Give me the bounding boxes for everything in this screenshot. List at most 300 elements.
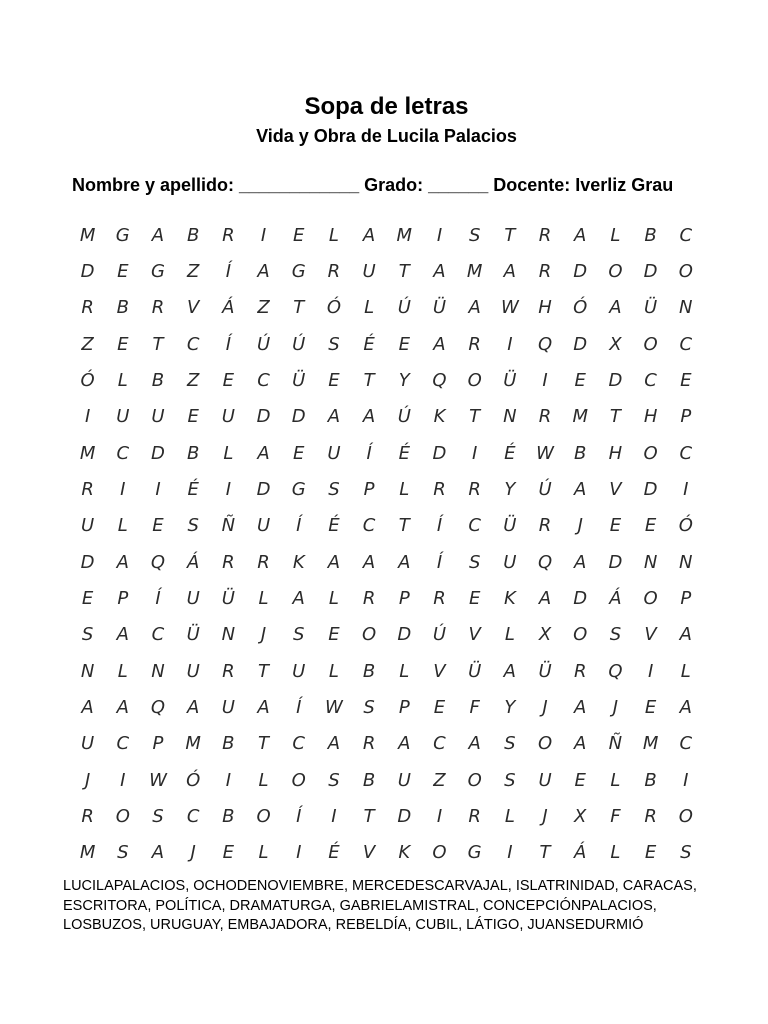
grid-letter: U — [116, 406, 130, 428]
grid-letter: S — [468, 224, 481, 246]
grid-letter: R — [468, 333, 481, 355]
grid-letter: S — [293, 624, 305, 646]
grid-letter: B — [186, 442, 200, 464]
grid-letter: A — [398, 551, 411, 573]
grid-letter: P — [152, 733, 164, 755]
grid-letter: D — [80, 551, 95, 573]
grid-letter: G — [291, 478, 306, 500]
grid-letter: O — [467, 369, 482, 391]
grid-letter: D — [432, 442, 447, 464]
grid-letter: K — [503, 587, 516, 609]
grid-letter: V — [186, 297, 200, 319]
grid-letter: W — [325, 696, 343, 718]
grid-letter: Ü — [221, 587, 235, 609]
grid-letter: D — [573, 587, 588, 609]
grid-letter: B — [186, 224, 200, 246]
grid-letter: M — [466, 260, 483, 282]
grid-letter: Ú — [256, 333, 271, 355]
grid-letter: E — [468, 587, 481, 609]
grid-letter: L — [117, 515, 128, 537]
grid-letter: Í — [436, 515, 443, 537]
grid-letter: T — [258, 733, 270, 755]
grid-letter: S — [328, 478, 340, 500]
grid-letter: V — [609, 478, 622, 500]
grid-letter: Q — [537, 333, 553, 355]
grid-letter: É — [398, 442, 410, 464]
grid-letter: O — [291, 769, 306, 791]
grid-letter: S — [680, 842, 692, 864]
grid-letter: L — [610, 769, 621, 791]
grid-letter: Q — [608, 660, 623, 682]
grid-letter: Á — [186, 551, 200, 573]
grid-letter: E — [328, 369, 340, 391]
grid-letter: L — [258, 842, 269, 864]
grid-letter: A — [574, 478, 587, 500]
grid-letter: T — [152, 333, 164, 355]
grid-letter: N — [503, 406, 517, 428]
grid-letter: I — [507, 333, 513, 355]
grid-letter: Á — [574, 842, 587, 864]
grid-letter: Ü — [503, 369, 517, 391]
grid-letter: Ü — [503, 515, 517, 537]
grid-letter: R — [468, 805, 481, 827]
grid-letter: E — [644, 515, 657, 537]
grid-letter: I — [225, 769, 231, 791]
grid-letter: L — [610, 224, 621, 246]
grid-letter: C — [257, 369, 270, 391]
grid-letter: O — [362, 624, 377, 646]
grid-letter: P — [363, 478, 375, 500]
grid-letter: A — [116, 624, 129, 646]
grid-letter: U — [151, 406, 165, 428]
grid-letter: C — [151, 624, 165, 646]
grid-letter: U — [292, 660, 306, 682]
grid-letter: B — [362, 769, 376, 791]
grid-letter: D — [643, 260, 658, 282]
grid-letter: O — [256, 805, 271, 827]
grid-letter: Z — [186, 369, 200, 391]
grid-letter: U — [397, 769, 411, 791]
grid-letter: E — [81, 587, 94, 609]
grid-letter: U — [538, 769, 552, 791]
grid-letter: G — [150, 260, 165, 282]
grid-letter: K — [292, 551, 305, 573]
grid-letter: H — [538, 297, 552, 319]
grid-letter: R — [81, 297, 94, 319]
grid-letter: A — [186, 696, 200, 718]
grid-letter: A — [574, 551, 587, 573]
grid-letter: N — [679, 297, 693, 319]
grid-letter: W — [536, 442, 554, 464]
grid-letter: A — [257, 696, 270, 718]
grid-letter: O — [678, 805, 693, 827]
grid-letter: W — [149, 769, 167, 791]
grid-letter: O — [643, 442, 658, 464]
grid-letter: D — [256, 478, 271, 500]
grid-letter: S — [609, 624, 622, 646]
grid-letter: I — [296, 842, 302, 864]
grid-letter: D — [643, 478, 658, 500]
grid-letter: A — [362, 406, 376, 428]
grid-letter: É — [328, 515, 340, 537]
grid-letter: M — [185, 733, 201, 755]
grid-letter: S — [468, 551, 481, 573]
grid-letter: O — [537, 733, 553, 755]
grid-letter: A — [574, 733, 587, 755]
grid-letter: S — [328, 333, 340, 355]
grid-letter: O — [643, 333, 658, 355]
grid-letter: L — [680, 660, 691, 682]
grid-letter: Í — [366, 442, 372, 464]
grid-letter: R — [222, 224, 235, 246]
grid-letter: Ó — [80, 369, 95, 391]
grid-letter: C — [186, 333, 200, 355]
grid-letter: B — [151, 369, 165, 391]
grid-letter: I — [683, 769, 689, 791]
grid-letter: R — [644, 805, 657, 827]
grid-letter: J — [577, 515, 583, 537]
grid-letter: I — [647, 660, 654, 682]
grid-letter: J — [260, 624, 267, 646]
grid-letter: T — [504, 224, 516, 246]
grid-letter: A — [574, 696, 587, 718]
grid-letter: E — [433, 696, 446, 718]
grid-letter: S — [328, 769, 340, 791]
grid-letter: M — [572, 406, 588, 428]
grid-letter: D — [608, 369, 623, 391]
grid-letter: Z — [186, 260, 200, 282]
grid-letter: Ü — [538, 660, 552, 682]
grid-letter: U — [186, 660, 200, 682]
grid-letter: É — [363, 333, 375, 355]
grid-letter: A — [292, 587, 305, 609]
grid-letter: A — [151, 224, 165, 246]
grid-letter: H — [643, 406, 658, 428]
word-list: LUCILAPALACIOS, OCHODENOVIEMBRE, MERCEDESCARVAJAL, ISLATRINIDAD, CARACAS, ESCRITORA, POLÍTICA, DRAMATURGA, GABRIELAMISTRAL, CONCEPCIÓNPALACIOS, LOSBUZOS, URUGUAY, EMBAJADORA, REBELDÍA, CUBIL, LÁTIGO, JUANSEDURMIÓ — [63, 878, 697, 933]
grid-letter: N — [221, 624, 236, 646]
grid-letter: A — [679, 624, 692, 646]
grid-letter: P — [398, 587, 410, 609]
grid-letter: O — [115, 805, 130, 827]
grid-letter: L — [504, 805, 515, 827]
grid-letter: L — [258, 769, 269, 791]
grid-letter: O — [678, 260, 693, 282]
grid-letter: Ú — [432, 624, 447, 646]
grid-letter: V — [433, 660, 446, 682]
grid-letter: F — [610, 805, 621, 827]
grid-letter: A — [327, 733, 341, 755]
grid-letter: B — [222, 805, 235, 827]
grid-letter: T — [398, 515, 410, 537]
grid-letter: E — [574, 369, 586, 391]
grid-letter: G — [467, 842, 482, 864]
grid-letter: Ó — [186, 769, 201, 791]
grid-letter: D — [397, 624, 412, 646]
grid-letter: A — [433, 260, 446, 282]
grid-letter: C — [644, 369, 657, 391]
grid-letter: M — [79, 442, 96, 464]
grid-letter: A — [257, 442, 270, 464]
grid-letter: T — [609, 406, 621, 428]
grid-letter: E — [117, 260, 129, 282]
grid-letter: A — [574, 224, 587, 246]
grid-letter: A — [362, 551, 376, 573]
grid-letter: A — [81, 696, 94, 718]
grid-letter: I — [155, 478, 161, 500]
grid-letter: K — [433, 406, 446, 428]
grid-letter: P — [117, 587, 129, 609]
grid-letter: Q — [150, 696, 166, 718]
grid-letter: B — [574, 442, 587, 464]
grid-letter: U — [362, 260, 376, 282]
grid-letter: T — [258, 660, 270, 682]
grid-letter: A — [503, 660, 516, 682]
grid-letter: U — [81, 733, 95, 755]
grid-letter: R — [151, 297, 165, 319]
grid-letter: U — [81, 515, 95, 537]
grid-letter: Ü — [468, 660, 482, 682]
grid-letter: T — [363, 369, 375, 391]
grid-letter: D — [573, 333, 588, 355]
grid-letter: D — [608, 551, 623, 573]
grid-letter: U — [221, 696, 235, 718]
grid-letter: S — [504, 769, 516, 791]
grid-letter: T — [469, 406, 481, 428]
grid-letter: O — [643, 587, 658, 609]
grid-letter: C — [468, 515, 481, 537]
grid-letter: B — [222, 733, 235, 755]
grid-letter: L — [258, 587, 269, 609]
grid-letter: A — [538, 587, 552, 609]
grid-letter: R — [538, 406, 552, 428]
grid-letter: C — [116, 733, 130, 755]
grid-letter: C — [679, 333, 693, 355]
grid-letter: S — [152, 805, 164, 827]
grid-letter: É — [187, 478, 199, 500]
grid-letter: L — [117, 369, 128, 391]
grid-letter: L — [364, 297, 375, 319]
grid-letter: E — [117, 333, 129, 355]
grid-letter: X — [538, 624, 552, 646]
grid-letter: R — [538, 515, 552, 537]
grid-letter: V — [644, 624, 657, 646]
grid-letter: R — [222, 660, 235, 682]
grid-letter: U — [256, 515, 271, 537]
grid-letter: R — [257, 551, 270, 573]
grid-letter: S — [117, 842, 129, 864]
grid-letter: N — [151, 660, 165, 682]
grid-letter: A — [116, 696, 129, 718]
grid-letter: J — [542, 805, 548, 827]
grid-letter: N — [643, 551, 658, 573]
grid-letter: E — [293, 442, 305, 464]
grid-letter: G — [291, 260, 306, 282]
grid-letter: B — [116, 297, 129, 319]
grid-letter: Z — [257, 297, 270, 319]
grid-letter: Á — [609, 587, 622, 609]
grid-letter: C — [362, 515, 376, 537]
grid-letter: H — [608, 442, 623, 464]
grid-letter: C — [292, 733, 305, 755]
grid-letter: Í — [436, 551, 443, 573]
grid-letter: A — [679, 696, 692, 718]
grid-letter: R — [362, 587, 376, 609]
grid-letter: Ú — [538, 478, 552, 500]
grid-letter: B — [362, 660, 376, 682]
grid-letter: Z — [433, 769, 446, 791]
grid-letter: S — [363, 696, 375, 718]
grid-letter: Í — [296, 805, 302, 827]
grid-letter: X — [574, 805, 587, 827]
grid-letter: Q — [150, 551, 166, 573]
grid-letter: R — [222, 551, 235, 573]
grid-letter: J — [190, 842, 196, 864]
grid-letter: A — [362, 224, 376, 246]
grid-letter: Ü — [292, 369, 306, 391]
grid-letter: S — [81, 624, 94, 646]
grid-letter: O — [608, 260, 623, 282]
grid-letter: E — [644, 696, 657, 718]
grid-letter: Ú — [397, 297, 411, 319]
grid-letter: T — [363, 805, 375, 827]
grid-letter: Í — [155, 587, 161, 609]
grid-letter: A — [327, 551, 341, 573]
grid-letter: J — [542, 696, 548, 718]
grid-letter: Í — [225, 260, 231, 282]
grid-letter: O — [467, 769, 482, 791]
grid-letter: Ñ — [608, 733, 623, 755]
grid-letter: K — [398, 842, 411, 864]
grid-letter: C — [679, 224, 693, 246]
grid-letter: Ú — [397, 406, 411, 428]
grid-letter: B — [644, 224, 657, 246]
grid-letter: S — [187, 515, 199, 537]
grid-letter: E — [680, 369, 692, 391]
grid-letter: A — [468, 297, 481, 319]
grid-letter: E — [152, 515, 164, 537]
grid-letter: G — [115, 224, 130, 246]
grid-letter: L — [328, 587, 339, 609]
grid-letter: Y — [398, 369, 410, 391]
grid-letter: Q — [537, 551, 553, 573]
grid-letter: C — [186, 805, 200, 827]
grid-letter: I — [542, 369, 548, 391]
grid-letter: N — [679, 551, 693, 573]
grid-letter: E — [222, 369, 235, 391]
grid-letter: U — [327, 442, 341, 464]
grid-letter: I — [84, 406, 91, 428]
grid-letter: D — [397, 805, 412, 827]
grid-letter: A — [327, 406, 341, 428]
grid-letter: U — [503, 551, 517, 573]
grid-letter: A — [257, 260, 270, 282]
grid-letter: Ó — [678, 515, 693, 537]
grid-letter: P — [680, 406, 692, 428]
grid-letter: I — [472, 442, 478, 464]
grid-letter: D — [573, 260, 588, 282]
grid-letter: Y — [504, 696, 516, 718]
grid-letter: R — [81, 478, 94, 500]
grid-letter: E — [398, 333, 410, 355]
grid-letter: I — [331, 805, 337, 827]
grid-letter: A — [433, 333, 446, 355]
grid-letter: I — [260, 224, 267, 246]
grid-letter: R — [573, 660, 587, 682]
grid-letter: P — [398, 696, 410, 718]
grid-letter: D — [80, 260, 95, 282]
grid-letter: R — [81, 805, 94, 827]
grid-letter: D — [291, 406, 306, 428]
grid-letter: I — [507, 842, 513, 864]
grid-letter: Í — [296, 696, 302, 718]
grid-letter: Ü — [644, 297, 658, 319]
student-info-line: Nombre y apellido: ____________ Grado: ______ Docente: Iverliz Grau — [72, 175, 674, 195]
grid-letter: I — [436, 224, 443, 246]
grid-letter: Í — [296, 515, 302, 537]
grid-letter: R — [538, 260, 552, 282]
grid-letter: M — [79, 224, 96, 246]
grid-letter: Á — [222, 297, 235, 319]
grid-letter: A — [151, 842, 165, 864]
grid-letter: R — [362, 733, 376, 755]
grid-letter: Ó — [326, 297, 341, 319]
grid-letter: R — [538, 224, 552, 246]
grid-letter: Ü — [432, 297, 447, 319]
grid-letter: L — [328, 224, 339, 246]
grid-letter: R — [433, 478, 446, 500]
grid-letter: E — [609, 515, 622, 537]
grid-letter: C — [116, 442, 130, 464]
grid-letter: R — [327, 260, 341, 282]
grid-letter: A — [503, 260, 516, 282]
grid-letter: C — [679, 442, 693, 464]
grid-letter: I — [225, 478, 231, 500]
grid-letter: T — [293, 297, 305, 319]
grid-letter: J — [612, 696, 619, 718]
grid-letter: É — [504, 442, 516, 464]
grid-letter: B — [644, 769, 657, 791]
grid-letter: Ó — [573, 297, 588, 319]
grid-letter: R — [468, 478, 481, 500]
grid-letter: I — [120, 478, 126, 500]
grid-letter: V — [362, 842, 376, 864]
grid-letter: M — [642, 733, 659, 755]
grid-letter: Z — [81, 333, 94, 355]
grid-letter: E — [187, 406, 199, 428]
grid-letter: Í — [225, 333, 231, 355]
grid-letter: E — [644, 842, 657, 864]
grid-letter: L — [117, 660, 128, 682]
grid-letter: P — [680, 587, 692, 609]
grid-letter: F — [469, 696, 480, 718]
grid-letter: C — [433, 733, 446, 755]
grid-letter: A — [116, 551, 129, 573]
grid-letter: L — [504, 624, 515, 646]
grid-letter: C — [679, 733, 693, 755]
grid-letter: T — [398, 260, 410, 282]
grid-letter: D — [151, 442, 165, 464]
grid-letter: O — [573, 624, 588, 646]
grid-letter: I — [436, 805, 443, 827]
word-search-grid — [70, 217, 704, 871]
grid-letter: A — [468, 733, 481, 755]
grid-letter: R — [433, 587, 446, 609]
grid-letter: N — [80, 660, 95, 682]
page-title: Sopa de letras — [304, 93, 469, 120]
grid-letter: Y — [504, 478, 516, 500]
grid-letter: O — [432, 842, 447, 864]
grid-letter: E — [222, 842, 235, 864]
